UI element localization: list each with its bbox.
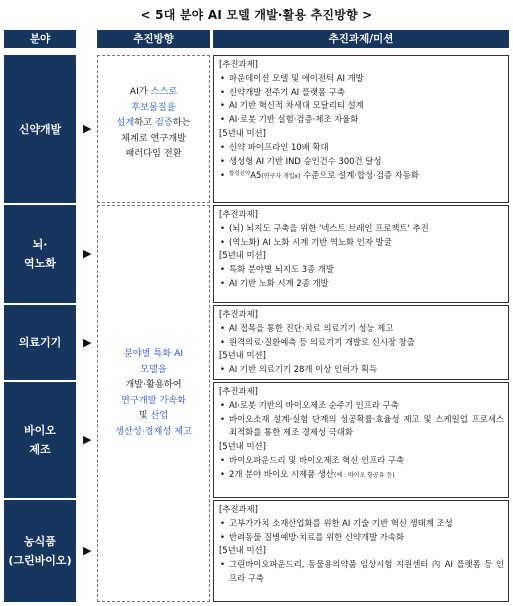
header-direction: 추진방향 bbox=[97, 30, 210, 48]
strategy-text: 체계로 연구개발 bbox=[120, 132, 187, 144]
list-item: • 생성형 AI 기반 IND 승인건수 300건 달성 bbox=[220, 155, 382, 166]
list-item: • AI 접목을 통한 진단·치료 의료기기 성능 제고 bbox=[220, 322, 394, 333]
strategy-highlight: 스스로 bbox=[150, 86, 178, 97]
missions-label: [5년내 미션] bbox=[219, 350, 266, 361]
strategy-text: 개발·활용하여 bbox=[125, 379, 182, 390]
category-brain bbox=[4, 205, 76, 303]
list-item: • 바이오파운드리 및 바이오제조 혁신 인프라 구축 bbox=[220, 454, 405, 465]
detail-box-drug bbox=[213, 55, 509, 203]
list-item: • AI 기반 혁신적 차세대 모달리티 설계 bbox=[220, 100, 364, 111]
strategy-box-common bbox=[97, 205, 210, 602]
list-item: • 2개 분야 바이오 시제품 생산(예 : 바이오 항공유 등) bbox=[220, 468, 395, 479]
list-item: • 원격의료·질환예측 등 의료기기 개발로 신시장 창출 bbox=[220, 336, 415, 347]
arrow-icon: ▶ bbox=[83, 544, 92, 557]
header-field: 분야 bbox=[4, 30, 76, 48]
category-device-label: 의료기기 bbox=[18, 336, 62, 349]
strategy-text: 및 bbox=[138, 410, 148, 421]
list-item: • AI·로봇 기반 실험·검증·제조 자율화 bbox=[220, 114, 359, 125]
list-item: • 반려동물 질병예방·치료를 위한 신약개발 가속화 bbox=[220, 531, 405, 542]
strategy-highlight: 설계 bbox=[116, 117, 135, 128]
strategy-highlight: 생산성·경제성 제고 bbox=[115, 425, 192, 437]
category-brain-line1: 뇌· bbox=[32, 238, 48, 251]
list-item: • 파운데이션 모델 및 에이전틱 AI 개발 bbox=[220, 72, 364, 83]
category-drug bbox=[4, 55, 76, 203]
category-bio-line1: 바이오 bbox=[24, 424, 56, 437]
strategy-box-drug bbox=[97, 55, 210, 203]
tasks-label: [추진과제] bbox=[219, 59, 258, 69]
list-item: • 신약개발 전주기 AI 플랫폼 구축 bbox=[220, 86, 345, 97]
header-tasks: 추진과제/미션 bbox=[213, 30, 509, 48]
strategy-text: 하는 bbox=[172, 117, 191, 128]
category-drug-label: 신약개발 bbox=[18, 122, 62, 136]
strategy-highlight: 연구개발 가속화 bbox=[120, 394, 187, 406]
tasks-label: [추진과제] bbox=[219, 504, 258, 514]
missions-label: [5년내 미션] bbox=[219, 441, 266, 452]
strategy-text: AI가 bbox=[129, 86, 148, 97]
strategy-highlight: 산업 bbox=[150, 410, 169, 421]
list-item: • 신약 파이프라인 10배 확대 bbox=[220, 141, 329, 152]
category-food-line1: 농식품 bbox=[24, 535, 56, 548]
missions-label: [5년내 미션] bbox=[219, 545, 266, 556]
list-item: • AI·로봇 기반의 바이오제조 순주기 인프라 구축 bbox=[220, 399, 399, 410]
list-item: • 고부가가치 소재산업화를 위한 AI 기술 기반 혁신 생태계 조성 bbox=[220, 517, 453, 528]
arrow-icon: ▶ bbox=[83, 247, 92, 260]
strategy-highlight: 후보물질을 bbox=[131, 101, 176, 113]
category-bio-line2: 제조 bbox=[29, 443, 51, 456]
list-item: • AI 기반 노화 시계 2종 개발 bbox=[220, 277, 329, 288]
list-item: • 특화 분야별 뇌지도 3종 개발 bbox=[220, 264, 334, 275]
list-item: • 그린바이오파운드리, 동물용의약품 임상시험 지원센터 內 AI 플랫폼 등 인프라 구축 bbox=[220, 559, 504, 583]
category-device bbox=[4, 305, 76, 380]
strategy-highlight: 분야별 특화 AI bbox=[123, 348, 184, 359]
strategy-highlight: 검증 bbox=[154, 117, 173, 128]
detail-box-bio bbox=[213, 382, 509, 498]
page-title: < 5대 분야 AI 모델 개발·활용 추진방향 > bbox=[140, 8, 373, 22]
arrow-icon: ▶ bbox=[83, 122, 92, 135]
category-food bbox=[4, 500, 76, 602]
arrow-icon: ▶ bbox=[83, 336, 92, 349]
missions-label: [5년내 미션] bbox=[219, 127, 266, 138]
detail-box-device bbox=[213, 305, 509, 380]
list-item: • $^{합성신약}$A5(연구자 개입x) 수준으로 설계·합성·검증 자동화 bbox=[220, 170, 419, 181]
list-item: • AI 기반 의료기기 28개 이상 인허가 획득 bbox=[220, 364, 378, 375]
strategy-text: 패러다임 전환 bbox=[125, 148, 182, 159]
arrow-icon: ▶ bbox=[83, 433, 92, 446]
strategy-text: 하고 bbox=[134, 117, 153, 128]
category-brain-line2: 역노화 bbox=[24, 257, 56, 270]
detail-box-brain bbox=[213, 205, 509, 303]
category-food-line2: (그린바이오) bbox=[8, 554, 72, 567]
list-item: • 바이오소재 설계·실험 단계의 성공확률·효율성 제고 및 스케일업 프로세스 최적화를 통한 제조 경제성 극대화 bbox=[220, 413, 504, 438]
list-item: • (뇌) 뇌지도 구축을 위한 '넥스트 브레인 프로젝트' 추진 bbox=[220, 222, 429, 233]
missions-label: [5년내 미션] bbox=[219, 250, 266, 261]
strategy-highlight: 모델을 bbox=[140, 363, 167, 375]
tasks-label: [추진과제] bbox=[219, 209, 258, 219]
category-bio bbox=[4, 382, 76, 498]
detail-box-food bbox=[213, 500, 509, 602]
list-item: • (역노화) AI 노화 시계 기반 역노화 인자 발굴 bbox=[220, 236, 392, 247]
tasks-label: [추진과제] bbox=[219, 309, 258, 319]
tasks-label: [추진과제] bbox=[219, 386, 258, 396]
